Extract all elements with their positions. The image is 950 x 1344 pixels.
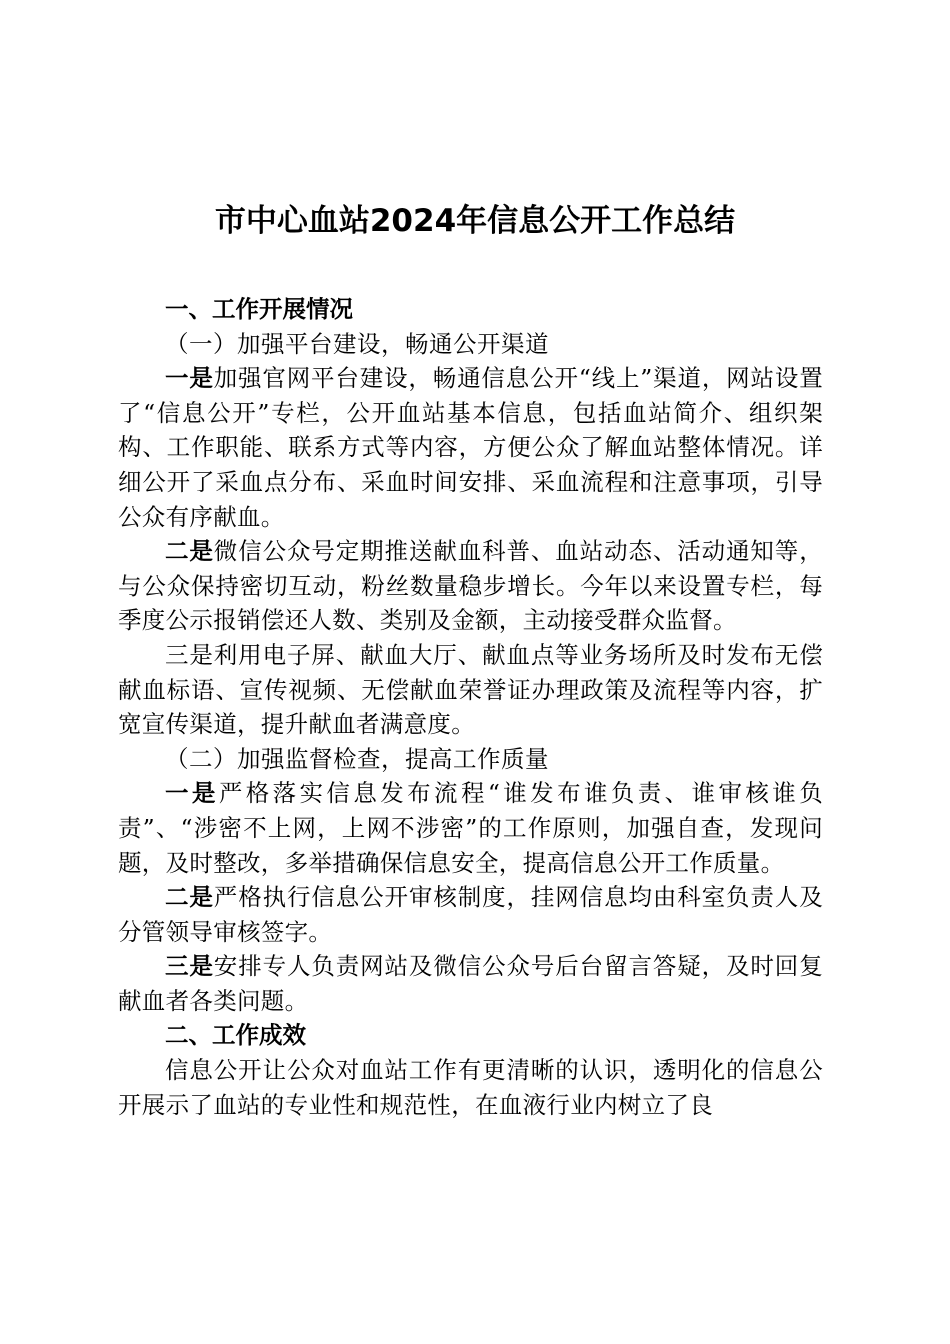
- section-heading-results: 二、工作成效: [165, 1021, 306, 1050]
- paragraph-text: 微信公众号定期推送献血科普、血站动态、活动通知等，与公众保持密切互动，粉丝数量稳步增长。今年以来设置专栏，每季度公示报销偿还人数、类别及金额，主动接受群众监督。: [118, 537, 824, 635]
- document-title: 市中心血站2024年信息公开工作总结: [214, 203, 736, 239]
- paragraph-lead: 一是: [165, 364, 214, 393]
- paragraph-platform-1: [118, 361, 823, 534]
- paragraph-supervision-1: [118, 776, 823, 880]
- paragraph-lead: 三是: [165, 952, 214, 981]
- subsection-heading-platform: （一）加强平台建设，畅通公开渠道: [165, 329, 549, 358]
- paragraph-platform-2: [118, 534, 823, 638]
- paragraph-lead: 一是: [165, 779, 219, 808]
- paragraph-platform-3: 三是利用电子屏、献血大厅、献血点等业务场所及时发布无偿献血标语、宣传视频、无偿献血荣誉证办理政策及流程等内容，扩宽宣传渠道，提升献血者满意度。: [118, 640, 823, 739]
- section-heading-work-progress: 一、工作开展情况: [165, 295, 353, 323]
- paragraph-supervision-3: [118, 949, 823, 1018]
- paragraph-results-1: 信息公开让公众对血站工作有更清晰的认识，透明化的信息公开展示了血站的专业性和规范性，在血液行业内树立了良: [118, 1056, 823, 1119]
- paragraph-text: 严格落实信息发布流程“谁发布谁负责、谁审核谁负责”、“涉密不上网，上网不涉密”的工作原则，加强自查，发现问题，及时整改，多举措确保信息安全，提高信息公开工作质量。: [118, 779, 823, 877]
- subsection-heading-supervision: （二）加强监督检查，提高工作质量: [165, 744, 549, 773]
- paragraph-text: 安排专人负责网站及微信公众号后台留言答疑，及时回复献血者各类问题。: [118, 952, 824, 1015]
- paragraph-lead: 二是: [165, 537, 214, 566]
- paragraph-text: 严格执行信息公开审核制度，挂网信息均由科室负责人及分管领导审核签字。: [118, 883, 824, 946]
- paragraph-supervision-2: [118, 880, 823, 949]
- paragraph-text: 加强官网平台建设，畅通信息公开“线上”渠道，网站设置了“信息公开”专栏，公开血站基本信息，包括血站简介、组织架构、工作职能、联系方式等内容，方便公众了解血站整体情况。详细公开了采血点分布、采血时间安排、采血流程和注意事项，引导公众有序献血。: [118, 364, 823, 531]
- document-body: [118, 292, 823, 1122]
- paragraph-lead: 二是: [165, 883, 214, 912]
